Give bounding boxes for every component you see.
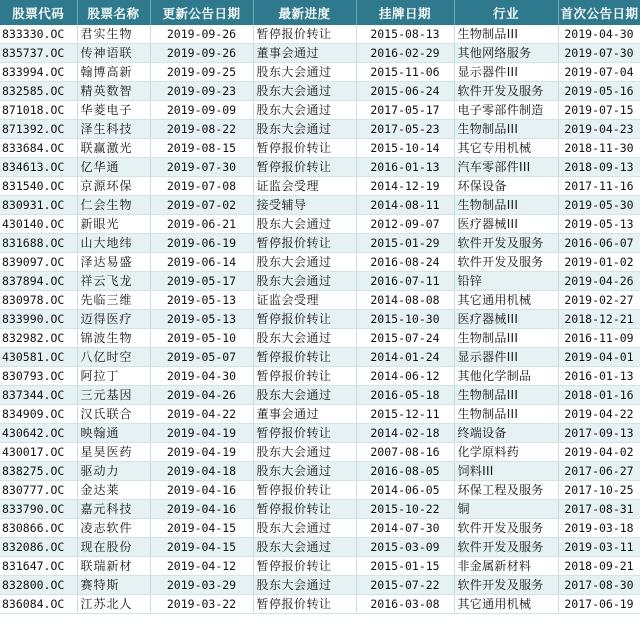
stock-code-cell[interactable]: 832982.OC <box>0 329 77 348</box>
stock-code-cell[interactable]: 871018.OC <box>0 101 77 120</box>
table-row[interactable] <box>0 576 640 595</box>
stock-name-cell[interactable]: 锦波生物 <box>77 329 150 348</box>
industry-cell[interactable]: 其它通用机械 <box>454 291 558 310</box>
header-update-date[interactable]: 更新公告日期 <box>150 0 253 25</box>
progress-cell[interactable]: 股东大会通过 <box>253 443 356 462</box>
update-date-cell[interactable]: 2019-09-26 <box>150 25 253 44</box>
listing-date-cell[interactable]: 2014-06-12 <box>356 367 454 386</box>
stock-name-cell[interactable]: 京源环保 <box>77 177 150 196</box>
listing-date-cell[interactable]: 2007-08-16 <box>356 443 454 462</box>
first-announce-date-cell[interactable]: 2017-06-19 <box>558 595 640 614</box>
table-row[interactable] <box>0 500 640 519</box>
update-date-cell[interactable]: 2019-07-02 <box>150 196 253 215</box>
listing-date-cell[interactable]: 2014-06-05 <box>356 481 454 500</box>
table-row[interactable] <box>0 443 640 462</box>
table-row[interactable] <box>0 82 640 101</box>
stock-name-cell[interactable]: 君实生物 <box>77 25 150 44</box>
stock-name-cell[interactable]: 联赢激光 <box>77 139 150 158</box>
stock-name-cell[interactable]: 祥云飞龙 <box>77 272 150 291</box>
progress-cell[interactable]: 暂停报价转让 <box>253 158 356 177</box>
table-row[interactable] <box>0 253 640 272</box>
listing-date-cell[interactable]: 2015-11-06 <box>356 63 454 82</box>
stock-name-cell[interactable]: 新眼光 <box>77 215 150 234</box>
progress-cell[interactable]: 股东大会通过 <box>253 576 356 595</box>
progress-cell[interactable]: 股东大会通过 <box>253 215 356 234</box>
first-announce-date-cell[interactable]: 2017-08-30 <box>558 576 640 595</box>
listing-date-cell[interactable]: 2015-07-24 <box>356 329 454 348</box>
industry-cell[interactable]: 其他网络服务 <box>454 44 558 63</box>
first-announce-date-cell[interactable]: 2019-01-02 <box>558 253 640 272</box>
first-announce-date-cell[interactable]: 2017-10-25 <box>558 481 640 500</box>
industry-cell[interactable]: 医疗器械III <box>454 215 558 234</box>
progress-cell[interactable]: 股东大会通过 <box>253 272 356 291</box>
stock-code-cell[interactable]: 835737.OC <box>0 44 77 63</box>
listing-date-cell[interactable]: 2015-10-14 <box>356 139 454 158</box>
stock-name-cell[interactable]: 金达莱 <box>77 481 150 500</box>
table-row[interactable] <box>0 367 640 386</box>
listing-date-cell[interactable]: 2015-01-15 <box>356 557 454 576</box>
stock-code-cell[interactable]: 830793.OC <box>0 367 77 386</box>
listing-date-cell[interactable]: 2014-12-19 <box>356 177 454 196</box>
stock-code-cell[interactable]: 837344.OC <box>0 386 77 405</box>
industry-cell[interactable]: 医疗器械III <box>454 310 558 329</box>
listing-date-cell[interactable]: 2017-05-23 <box>356 120 454 139</box>
update-date-cell[interactable]: 2019-08-15 <box>150 139 253 158</box>
table-row[interactable] <box>0 139 640 158</box>
header-latest-progress[interactable]: 最新进度 <box>253 0 356 25</box>
industry-cell[interactable]: 软件开发及服务 <box>454 253 558 272</box>
listing-date-cell[interactable]: 2015-03-09 <box>356 538 454 557</box>
stock-name-cell[interactable]: 亿华通 <box>77 158 150 177</box>
stock-code-cell[interactable]: 837894.OC <box>0 272 77 291</box>
stock-code-cell[interactable]: 830978.OC <box>0 291 77 310</box>
stock-name-cell[interactable]: 迈得医疗 <box>77 310 150 329</box>
table-row[interactable] <box>0 538 640 557</box>
stock-code-cell[interactable]: 836084.OC <box>0 595 77 614</box>
progress-cell[interactable]: 暂停报价转让 <box>253 234 356 253</box>
stock-name-cell[interactable]: 精英数智 <box>77 82 150 101</box>
first-announce-date-cell[interactable]: 2016-06-07 <box>558 234 640 253</box>
progress-cell[interactable]: 暂停报价转让 <box>253 25 356 44</box>
progress-cell[interactable]: 股东大会通过 <box>253 538 356 557</box>
first-announce-date-cell[interactable]: 2019-03-11 <box>558 538 640 557</box>
table-row[interactable] <box>0 158 640 177</box>
progress-cell[interactable]: 暂停报价转让 <box>253 557 356 576</box>
progress-cell[interactable]: 董事会通过 <box>253 44 356 63</box>
industry-cell[interactable]: 环保工程及服务 <box>454 481 558 500</box>
update-date-cell[interactable]: 2019-05-13 <box>150 291 253 310</box>
progress-cell[interactable]: 暂停报价转让 <box>253 139 356 158</box>
first-announce-date-cell[interactable]: 2016-01-13 <box>558 367 640 386</box>
update-date-cell[interactable]: 2019-03-29 <box>150 576 253 595</box>
stock-name-cell[interactable]: 泽生科技 <box>77 120 150 139</box>
stock-name-cell[interactable]: 江苏北人 <box>77 595 150 614</box>
stock-code-cell[interactable]: 833990.OC <box>0 310 77 329</box>
first-announce-date-cell[interactable]: 2017-06-27 <box>558 462 640 481</box>
stock-name-cell[interactable]: 三元基因 <box>77 386 150 405</box>
stock-code-cell[interactable]: 831647.OC <box>0 557 77 576</box>
listing-date-cell[interactable]: 2015-06-24 <box>356 82 454 101</box>
listing-date-cell[interactable]: 2014-01-24 <box>356 348 454 367</box>
stock-code-cell[interactable]: 430017.OC <box>0 443 77 462</box>
stock-name-cell[interactable]: 凌志软件 <box>77 519 150 538</box>
industry-cell[interactable]: 软件开发及服务 <box>454 234 558 253</box>
industry-cell[interactable]: 生物制品III <box>454 329 558 348</box>
industry-cell[interactable]: 电子零部件制造 <box>454 101 558 120</box>
table-row[interactable] <box>0 291 640 310</box>
table-body <box>0 25 640 614</box>
progress-cell[interactable]: 暂停报价转让 <box>253 500 356 519</box>
stock-code-cell[interactable]: 832800.OC <box>0 576 77 595</box>
industry-cell[interactable]: 显示器件III <box>454 348 558 367</box>
table-row[interactable] <box>0 557 640 576</box>
listing-date-cell[interactable]: 2016-07-11 <box>356 272 454 291</box>
stock-name-cell[interactable]: 嘉元科技 <box>77 500 150 519</box>
industry-cell[interactable]: 其他化学制品 <box>454 367 558 386</box>
table-row[interactable] <box>0 386 640 405</box>
stock-name-cell[interactable]: 现在股份 <box>77 538 150 557</box>
stock-name-cell[interactable]: 仁会生物 <box>77 196 150 215</box>
update-date-cell[interactable]: 2019-04-30 <box>150 367 253 386</box>
listing-date-cell[interactable]: 2015-07-22 <box>356 576 454 595</box>
stock-code-cell[interactable]: 832086.OC <box>0 538 77 557</box>
update-date-cell[interactable]: 2019-06-14 <box>150 253 253 272</box>
first-announce-date-cell[interactable]: 2018-01-16 <box>558 386 640 405</box>
industry-cell[interactable]: 生物制品III <box>454 25 558 44</box>
stock-code-cell[interactable]: 834613.OC <box>0 158 77 177</box>
first-announce-date-cell[interactable]: 2018-09-13 <box>558 158 640 177</box>
listing-date-cell[interactable]: 2015-10-22 <box>356 500 454 519</box>
progress-cell[interactable]: 股东大会通过 <box>253 63 356 82</box>
stock-code-cell[interactable]: 430140.OC <box>0 215 77 234</box>
first-announce-date-cell[interactable]: 2017-11-16 <box>558 177 640 196</box>
first-announce-date-cell[interactable]: 2019-07-04 <box>558 63 640 82</box>
update-date-cell[interactable]: 2019-09-23 <box>150 82 253 101</box>
industry-cell[interactable]: 生物制品III <box>454 386 558 405</box>
update-date-cell[interactable]: 2019-04-19 <box>150 424 253 443</box>
table-row[interactable] <box>0 44 640 63</box>
stock-name-cell[interactable]: 山大地纬 <box>77 234 150 253</box>
table-row[interactable] <box>0 63 640 82</box>
listing-date-cell[interactable]: 2014-02-18 <box>356 424 454 443</box>
stock-name-cell[interactable]: 华菱电子 <box>77 101 150 120</box>
progress-cell[interactable]: 股东大会通过 <box>253 519 356 538</box>
update-date-cell[interactable]: 2019-05-13 <box>150 310 253 329</box>
progress-cell[interactable]: 暂停报价转让 <box>253 367 356 386</box>
progress-cell[interactable]: 接受辅导 <box>253 196 356 215</box>
first-announce-date-cell[interactable]: 2016-11-09 <box>558 329 640 348</box>
header-first-announce-date[interactable]: 首次公告日期 <box>558 0 640 25</box>
first-announce-date-cell[interactable]: 2019-04-01 <box>558 348 640 367</box>
table-row[interactable] <box>0 519 640 538</box>
stock-code-cell[interactable]: 831688.OC <box>0 234 77 253</box>
listing-date-cell[interactable]: 2015-01-29 <box>356 234 454 253</box>
industry-cell[interactable]: 饲料III <box>454 462 558 481</box>
listing-date-cell[interactable]: 2016-02-29 <box>356 44 454 63</box>
table-row[interactable] <box>0 272 640 291</box>
update-date-cell[interactable]: 2019-09-09 <box>150 101 253 120</box>
first-announce-date-cell[interactable]: 2019-05-30 <box>558 196 640 215</box>
first-announce-date-cell[interactable]: 2018-09-21 <box>558 557 640 576</box>
stock-name-cell[interactable]: 先临三维 <box>77 291 150 310</box>
table-row[interactable] <box>0 405 640 424</box>
listing-date-cell[interactable]: 2014-07-30 <box>356 519 454 538</box>
listing-date-cell[interactable]: 2015-10-30 <box>356 310 454 329</box>
listing-date-cell[interactable]: 2016-08-05 <box>356 462 454 481</box>
first-announce-date-cell[interactable]: 2019-02-27 <box>558 291 640 310</box>
update-date-cell[interactable]: 2019-04-15 <box>150 519 253 538</box>
stock-code-cell[interactable]: 833994.OC <box>0 63 77 82</box>
industry-cell[interactable]: 汽车零部件III <box>454 158 558 177</box>
update-date-cell[interactable]: 2019-04-15 <box>150 538 253 557</box>
listing-date-cell[interactable]: 2016-08-24 <box>356 253 454 272</box>
progress-cell[interactable]: 股东大会通过 <box>253 329 356 348</box>
listing-date-cell[interactable]: 2016-03-08 <box>356 595 454 614</box>
listing-date-cell[interactable]: 2016-05-18 <box>356 386 454 405</box>
progress-cell[interactable]: 证监会受理 <box>253 177 356 196</box>
listing-date-cell[interactable]: 2014-08-11 <box>356 196 454 215</box>
first-announce-date-cell[interactable]: 2019-04-22 <box>558 405 640 424</box>
header-stock-code[interactable]: 股票代码 <box>0 0 77 25</box>
progress-cell[interactable]: 证监会受理 <box>253 291 356 310</box>
first-announce-date-cell[interactable]: 2019-07-30 <box>558 44 640 63</box>
stock-name-cell[interactable]: 映翰通 <box>77 424 150 443</box>
table-row[interactable] <box>0 177 640 196</box>
stock-name-cell[interactable]: 赛特斯 <box>77 576 150 595</box>
progress-cell[interactable]: 暂停报价转让 <box>253 595 356 614</box>
progress-cell[interactable]: 股东大会通过 <box>253 82 356 101</box>
industry-cell[interactable]: 铅锌 <box>454 272 558 291</box>
industry-cell[interactable]: 铜 <box>454 500 558 519</box>
stock-name-cell[interactable]: 传神语联 <box>77 44 150 63</box>
stock-name-cell[interactable]: 翰博高新 <box>77 63 150 82</box>
stock-name-cell[interactable]: 汉氏联合 <box>77 405 150 424</box>
table-row[interactable] <box>0 120 640 139</box>
first-announce-date-cell[interactable]: 2019-04-26 <box>558 272 640 291</box>
listing-date-cell[interactable]: 2017-05-17 <box>356 101 454 120</box>
listing-date-cell[interactable]: 2014-08-08 <box>356 291 454 310</box>
stock-name-cell[interactable]: 星昊医药 <box>77 443 150 462</box>
table-row[interactable] <box>0 215 640 234</box>
progress-cell[interactable]: 股东大会通过 <box>253 253 356 272</box>
stock-code-cell[interactable]: 833684.OC <box>0 139 77 158</box>
first-announce-date-cell[interactable]: 2018-12-21 <box>558 310 640 329</box>
update-date-cell[interactable]: 2019-06-21 <box>150 215 253 234</box>
first-announce-date-cell[interactable]: 2019-04-02 <box>558 443 640 462</box>
table-row[interactable] <box>0 348 640 367</box>
stock-code-cell[interactable]: 830777.OC <box>0 481 77 500</box>
industry-cell[interactable]: 软件开发及服务 <box>454 576 558 595</box>
stock-code-cell[interactable]: 833330.OC <box>0 25 77 44</box>
progress-cell[interactable]: 暂停报价转让 <box>253 348 356 367</box>
update-date-cell[interactable]: 2019-04-16 <box>150 500 253 519</box>
first-announce-date-cell[interactable]: 2019-03-18 <box>558 519 640 538</box>
update-date-cell[interactable]: 2019-07-30 <box>150 158 253 177</box>
table-row[interactable] <box>0 481 640 500</box>
first-announce-date-cell[interactable]: 2017-08-31 <box>558 500 640 519</box>
progress-cell[interactable]: 股东大会通过 <box>253 101 356 120</box>
table-row[interactable] <box>0 424 640 443</box>
update-date-cell[interactable]: 2019-03-22 <box>150 595 253 614</box>
stock-code-cell[interactable]: 833790.OC <box>0 500 77 519</box>
update-date-cell[interactable]: 2019-04-22 <box>150 405 253 424</box>
stock-code-cell[interactable]: 830866.OC <box>0 519 77 538</box>
header-row <box>0 0 640 25</box>
first-announce-date-cell[interactable]: 2019-04-23 <box>558 120 640 139</box>
industry-cell[interactable]: 软件开发及服务 <box>454 82 558 101</box>
update-date-cell[interactable]: 2019-05-17 <box>150 272 253 291</box>
stock-code-cell[interactable]: 830931.OC <box>0 196 77 215</box>
update-date-cell[interactable]: 2019-09-25 <box>150 63 253 82</box>
stock-code-cell[interactable]: 430642.OC <box>0 424 77 443</box>
industry-cell[interactable]: 显示器件III <box>454 63 558 82</box>
update-date-cell[interactable]: 2019-04-19 <box>150 443 253 462</box>
update-date-cell[interactable]: 2019-04-12 <box>150 557 253 576</box>
table-row[interactable] <box>0 310 640 329</box>
progress-cell[interactable]: 暂停报价转让 <box>253 424 356 443</box>
stock-code-cell[interactable]: 430581.OC <box>0 348 77 367</box>
header-industry[interactable]: 行业 <box>454 0 558 25</box>
industry-cell[interactable]: 其它通用机械 <box>454 595 558 614</box>
stock-name-cell[interactable]: 阿拉丁 <box>77 367 150 386</box>
first-announce-date-cell[interactable]: 2019-04-30 <box>558 25 640 44</box>
industry-cell[interactable]: 软件开发及服务 <box>454 519 558 538</box>
listing-date-cell[interactable]: 2012-09-07 <box>356 215 454 234</box>
progress-cell[interactable]: 暂停报价转让 <box>253 481 356 500</box>
update-date-cell[interactable]: 2019-08-22 <box>150 120 253 139</box>
stock-name-cell[interactable]: 八亿时空 <box>77 348 150 367</box>
update-date-cell[interactable]: 2019-04-18 <box>150 462 253 481</box>
progress-cell[interactable]: 股东大会通过 <box>253 462 356 481</box>
stock-code-cell[interactable]: 871392.OC <box>0 120 77 139</box>
header-listing-date[interactable]: 挂牌日期 <box>356 0 454 25</box>
listing-date-cell[interactable]: 2015-12-11 <box>356 405 454 424</box>
table-row[interactable] <box>0 234 640 253</box>
industry-cell[interactable]: 终端设备 <box>454 424 558 443</box>
stock-code-cell[interactable]: 838275.OC <box>0 462 77 481</box>
industry-cell[interactable]: 非金属新材料 <box>454 557 558 576</box>
stock-name-cell[interactable]: 驱动力 <box>77 462 150 481</box>
stock-name-cell[interactable]: 泽达易盛 <box>77 253 150 272</box>
progress-cell[interactable]: 股东大会通过 <box>253 386 356 405</box>
stock-code-cell[interactable]: 839097.OC <box>0 253 77 272</box>
update-date-cell[interactable]: 2019-06-19 <box>150 234 253 253</box>
table-row[interactable] <box>0 101 640 120</box>
table-row[interactable] <box>0 329 640 348</box>
industry-cell[interactable]: 生物制品III <box>454 120 558 139</box>
listing-date-cell[interactable]: 2016-01-13 <box>356 158 454 177</box>
update-date-cell[interactable]: 2019-04-26 <box>150 386 253 405</box>
update-date-cell[interactable]: 2019-09-26 <box>150 44 253 63</box>
first-announce-date-cell[interactable]: 2019-05-13 <box>558 215 640 234</box>
table-row[interactable] <box>0 196 640 215</box>
listing-date-cell[interactable]: 2015-08-13 <box>356 25 454 44</box>
table-row[interactable] <box>0 462 640 481</box>
industry-cell[interactable]: 化学原料药 <box>454 443 558 462</box>
stock-code-cell[interactable]: 834909.OC <box>0 405 77 424</box>
table-row[interactable] <box>0 25 640 44</box>
update-date-cell[interactable]: 2019-07-08 <box>150 177 253 196</box>
table-row[interactable] <box>0 595 640 614</box>
update-date-cell[interactable]: 2019-04-16 <box>150 481 253 500</box>
progress-cell[interactable]: 董事会通过 <box>253 405 356 424</box>
header-stock-name[interactable]: 股票名称 <box>77 0 150 25</box>
stock-code-cell[interactable]: 832585.OC <box>0 82 77 101</box>
first-announce-date-cell[interactable]: 2019-05-16 <box>558 82 640 101</box>
industry-cell[interactable]: 其它专用机械 <box>454 139 558 158</box>
first-announce-date-cell[interactable]: 2018-11-30 <box>558 139 640 158</box>
stock-name-cell[interactable]: 联瑞新材 <box>77 557 150 576</box>
update-date-cell[interactable]: 2019-05-10 <box>150 329 253 348</box>
progress-cell[interactable]: 股东大会通过 <box>253 120 356 139</box>
first-announce-date-cell[interactable]: 2019-07-15 <box>558 101 640 120</box>
industry-cell[interactable]: 生物制品III <box>454 196 558 215</box>
first-announce-date-cell[interactable]: 2017-09-13 <box>558 424 640 443</box>
stock-code-cell[interactable]: 831540.OC <box>0 177 77 196</box>
industry-cell[interactable]: 软件开发及服务 <box>454 538 558 557</box>
industry-cell[interactable]: 环保设备 <box>454 177 558 196</box>
progress-cell[interactable]: 暂停报价转让 <box>253 310 356 329</box>
update-date-cell[interactable]: 2019-05-07 <box>150 348 253 367</box>
industry-cell[interactable]: 生物制品III <box>454 405 558 424</box>
